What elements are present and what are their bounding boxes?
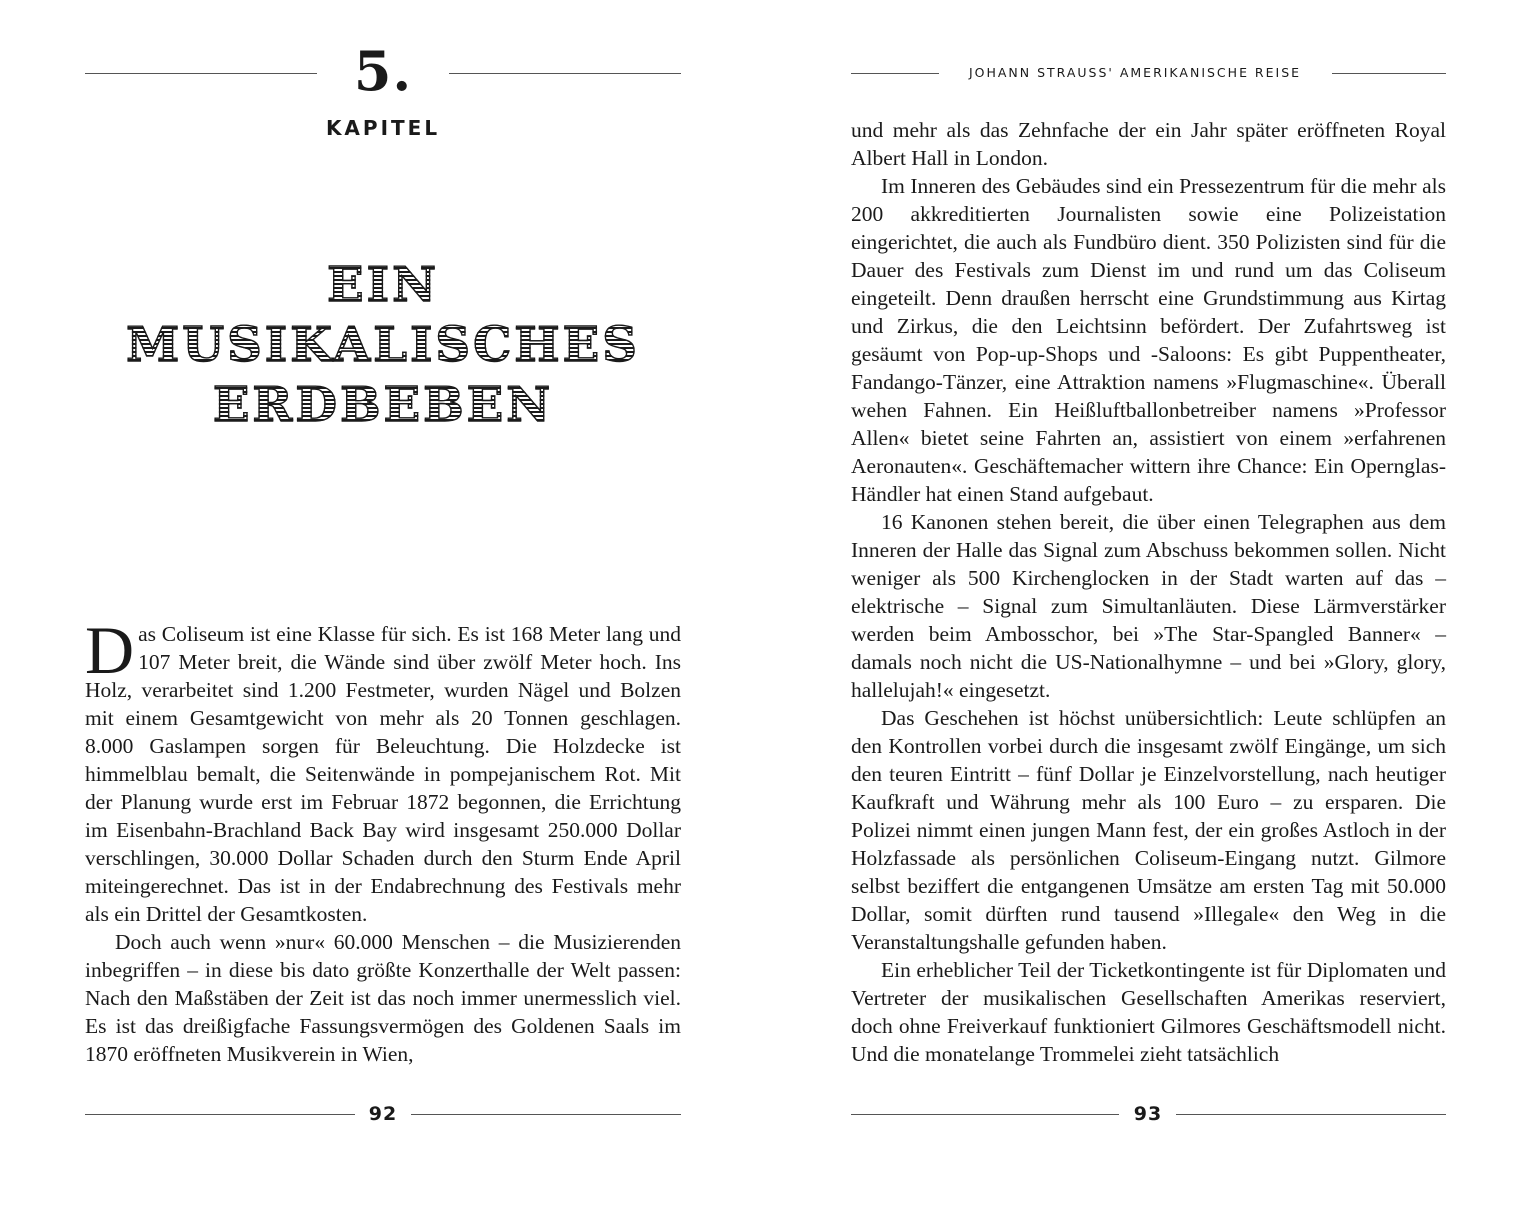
chapter-title [100,255,666,435]
header-rule-left [851,73,939,74]
paragraph [85,612,681,928]
footer-rule-right [1176,1114,1446,1115]
paragraph: Im Inneren des Gebäudes sind ein Pressezentrum für die mehr als 200 akkreditierten Journalisten sowie eine Polizeistation eingerichtet, die auch als Fundbüro dient. 350 Polizisten sind für die Dauer des Festivals zum Dienst im und rund um das Coliseum eingeteilt. Denn draußen herrscht eine Grundstimmung aus Kirtag und Zirkus, die den Leichtsinn befördert. Der Zufahrtsweg ist gesäumt von Pop-up-Shops und -Saloons: Es gibt Puppentheater, Fandango-Tänzer, eine Attraktion namens »Flugmaschine«. Überall wehen Fahnen. Ein Heißluftballonbetreiber namens »Professor Allen« bietet seine Fahrten an, assistiert von einem »erfahrenen Aeronauten«. Geschäftemacher wittern ihre Chance: Ein Opernglas-Händler hat einen Stand aufgebaut. [851,174,1446,506]
paragraph-text: as Coliseum ist eine Klasse für sich. Es ist 168 Meter lang und 107 Meter breit, die Wände sind über zwölf Meter hoch. Ins Holz, verarbeitet sind 1.200 Festmeter, wurden Nägel und Bolzen mit einem Gesamtgewicht von mehr als 20 Tonnen geschlagen. 8.000 Gaslampen sorgen für Beleuchtung. Die Holzdecke ist himmelblau bemalt, die Seitenwände in pompejanischem Rot. Mit der Planung wurde erst im Februar 1872 begonnen, die Errichtung im Eisenbahn-Brachland Back Bay wird insgesamt 250.000 Dollar verschlingen, 30.000 Dollar Schaden durch den Sturm Ende April miteingerechnet. Das ist in der Endabrechnung des Festivals mehr als ein Drittel der Gesamtkosten. [85,622,681,926]
chapter-title-line: ERDBEBEN [100,375,666,435]
chapter-title-line: MUSIKALISCHES [100,315,666,375]
header-rule-right [1332,73,1446,74]
footer-rule-left [85,1114,355,1115]
chapter-label: KAPITEL [325,116,441,140]
page-number: 92 [368,1103,398,1125]
paragraph: und mehr als das Zehnfache der ein Jahr später eröffneten Royal Albert Hall in London. [851,118,1446,170]
footer-rule-right [411,1114,681,1115]
paragraph: Doch auch wenn »nur« 60.000 Menschen – die Musizierenden inbegriffen – in diese bis dato größte Konzerthalle der Welt passen: Nach den Maßstäben der Zeit ist das noch immer unermesslich viel. Es ist das dreißigfache Fassungsvermögen des Goldenen Saals im 1870 eröffneten Musikverein in Wien, [85,930,681,1066]
right-body-text [851,116,1446,1068]
footer-rule-left [851,1114,1119,1115]
paragraph: Das Geschehen ist höchst unübersichtlich: Leute schlüpfen an den Kontrollen vorbei durch die insgesamt zwölf Eingänge, um sich den teuren Eintritt – fünf Dollar je Einzelvorstellung, nach heutiger Kaufkraft und Währung mehr als 100 Euro – zu ersparen. Die Polizei nimmt einen jungen Mann fest, der ein großes Astloch in der Holzfassade als persönlichen Coliseum-Eingang nutzt. Gilmore selbst beziffert die entgangenen Umsätze am ersten Tag mit 50.000 Dollar, somit dürften rund tausend »Illegale« den Weg in die Veranstaltungshalle gefunden haben. [851,706,1446,954]
page-number: 93 [1133,1103,1163,1125]
running-header: JOHANN STRAUSS' AMERIKANISCHE REISE [968,65,1302,80]
paragraph: Ein erheblicher Teil der Ticketkontingente ist für Diplomaten und Vertreter der musikalischen Gesellschaften Amerikas reserviert, doch ohne Freiverkauf funktioniert Gilmores Geschäftsmodell nicht. Und die monatelange Trommelei zieht tatsächlich [851,958,1446,1066]
header-rule-right [449,73,681,74]
chapter-title-line: EIN [100,255,666,315]
left-body-text [85,612,681,1068]
paragraph: 16 Kanonen stehen bereit, die über einen Telegraphen aus dem Inneren der Halle das Signal zum Abschuss bekommen sollen. Nicht weniger als 500 Kirchenglocken in der Stadt warten auf das – elektrische – Signal zum Simultanläuten. Diese Lärmverstärker werden beim Ambosschor, bei »The Star-Spangled Banner« – damals noch nicht die US-Nationalhymne – und bei »Glory, glory, hallelujah!« eingesetzt. [851,510,1446,702]
chapter-number: 5. [353,39,413,103]
right-page [765,0,1530,1218]
drop-cap: D [85,612,135,688]
header-rule-left [85,73,317,74]
